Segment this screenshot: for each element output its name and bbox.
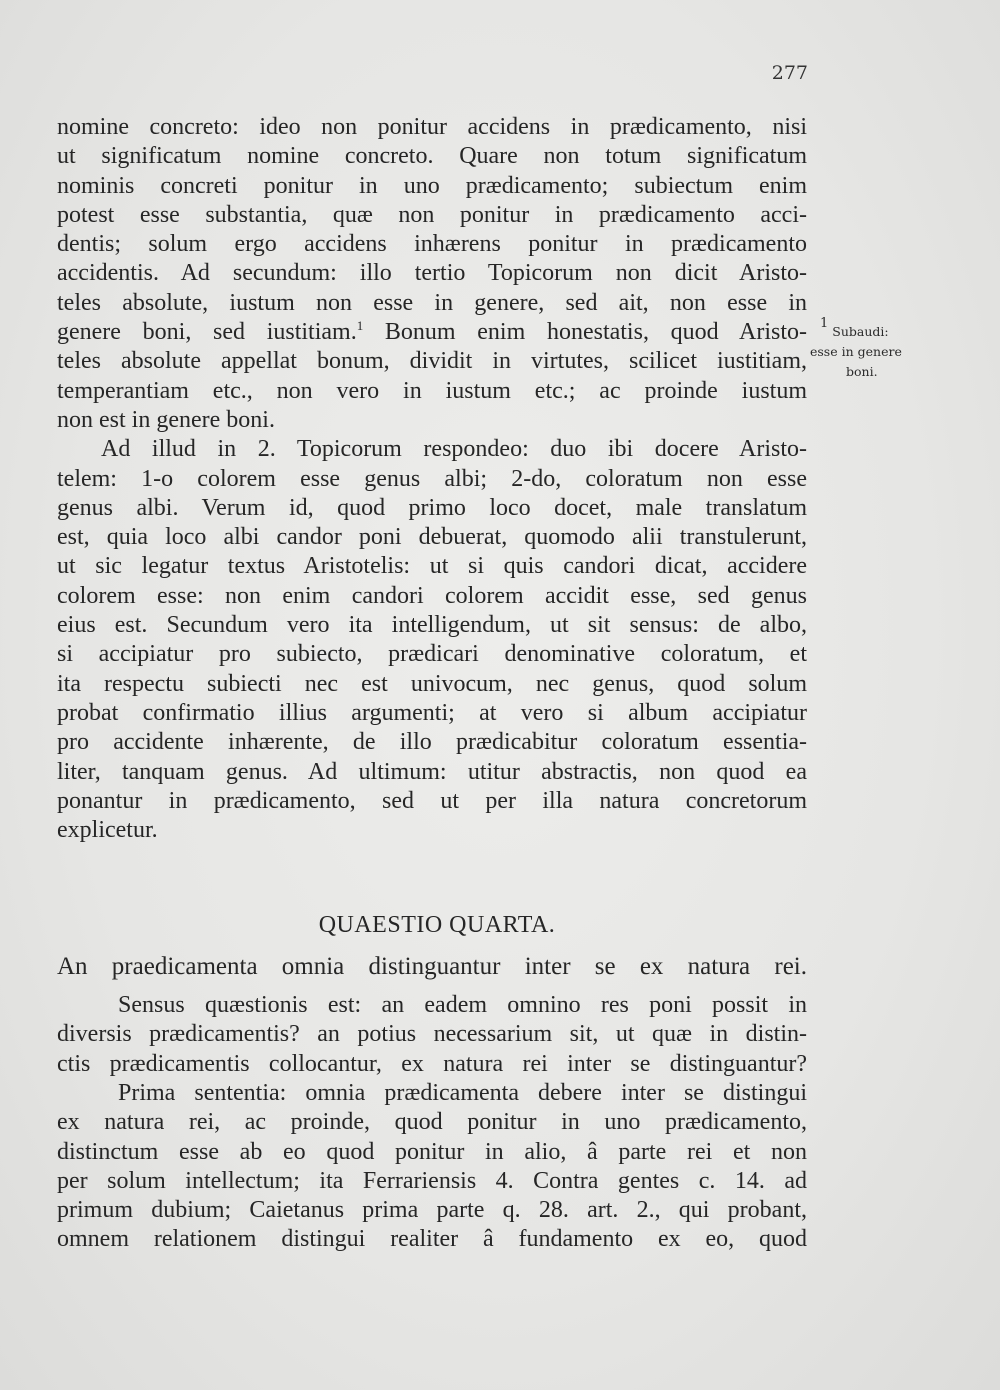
text-line: teles absolute appellat bonum, dividit in virtutes, scilicet iustitiam, xyxy=(57,348,807,375)
text-line: pro accidente inhærente, de illo prædicabitur coloratum essentia- xyxy=(57,729,807,756)
text-line: nomine concreto: ideo non ponitur accidens in prædicamento, nisi xyxy=(57,114,807,140)
text-line: ponantur in prædicamento, sed ut per illa natura concretorum xyxy=(57,787,807,814)
text-line: ut sic legatur textus Aristotelis: ut si quis candori dicat, accidere xyxy=(57,553,807,580)
paragraph-4 xyxy=(57,1079,807,1255)
margin-footnote-line: boni. xyxy=(846,364,878,379)
margin-footnote-text: Subaudi: xyxy=(832,324,889,339)
text-line: eius est. Secundum vero ita intelligendum, ut sit sensus: de albo, xyxy=(57,612,807,639)
text-line: Sensus quæstionis est: an eadem omnino res poni possit in xyxy=(118,992,807,1019)
text-line: per solum intellectum; ita Ferrariensis 4. Contra gentes c. 14. ad xyxy=(57,1167,807,1194)
text-segment: Bonum enim honestatis, quod Aristo- xyxy=(363,319,807,346)
text-line: ex natura rei, ac proinde, quod ponitur in uno prædicamento, xyxy=(57,1109,807,1136)
text-line: Ad illud in 2. Topicorum respondeo: duo ibi docere Aristo- xyxy=(101,436,807,463)
paragraph-2 xyxy=(57,435,807,845)
margin-footnote xyxy=(810,316,922,382)
text-line: ita respectu subiecti nec est univocum, nec genus, quod solum xyxy=(57,670,807,697)
text-line: Prima sententia: omnia prædicamenta debere inter se distingui xyxy=(118,1079,807,1106)
margin-footnote-mark: 1 xyxy=(820,316,829,331)
section-heading: QUAESTIO QUARTA. xyxy=(318,912,556,939)
text-line: dentis; solum ergo accidens inhærens ponitur in prædicamento xyxy=(57,231,807,258)
text-line: colorem esse: non enim candori colorem accidit esse, sed genus xyxy=(57,582,807,609)
text-line: non est in genere boni. xyxy=(57,406,275,433)
footnote-reference: 1 xyxy=(356,318,364,334)
text-line: probat confirmatio illius argumenti; at vero si album accipiatur xyxy=(57,699,807,726)
text-line: teles absolute, iustum non esse in genere, sed ait, non esse in xyxy=(57,289,807,316)
section-subheading: An praedicamenta omnia distinguantur inter se ex natura rei. xyxy=(57,952,807,980)
text-line: potest esse substantia, quæ non ponitur in prædicamento acci- xyxy=(57,201,807,228)
text-segment: genere boni, sed iustitiam. xyxy=(57,319,357,346)
paragraph-3 xyxy=(57,991,807,1079)
text-line: si accipiatur pro subiecto, prædicari denominative coloratum, et xyxy=(57,641,807,668)
text-line: explicetur. xyxy=(57,817,158,844)
text-line-with-footnote xyxy=(57,318,807,347)
text-line: ut significatum nomine concreto. Quare non totum significatum xyxy=(57,143,807,170)
text-line: telem: 1-o colorem esse genus albi; 2-do, coloratum non esse xyxy=(57,465,807,492)
text-line: nominis concreti ponitur in uno prædicamento; subiectum enim xyxy=(57,172,807,199)
text-line: accidentis. Ad secundum: illo tertio Topicorum non dicit Aristo- xyxy=(57,260,807,287)
main-text-block xyxy=(57,113,807,1255)
paragraph-1 xyxy=(57,113,807,435)
text-line: omnem relationem distingui realiter â fundamento ex eo, quod xyxy=(57,1226,807,1253)
section-spacer xyxy=(57,845,807,911)
text-line: primum dubium; Caietanus prima parte q. 28. art. 2., qui probant, xyxy=(57,1197,807,1224)
text-line: genus albi. Verum id, quod primo loco docet, male translatum xyxy=(57,494,807,521)
text-line: ctis prædicamentis collocantur, ex natura rei inter se distinguantur? xyxy=(57,1050,807,1077)
text-line: temperantiam etc., non vero in iustum etc.; ac proinde iustum xyxy=(57,377,807,404)
margin-footnote-line: esse in genere xyxy=(810,344,902,359)
page-number: 277 xyxy=(771,62,808,84)
margin-footnote-line xyxy=(810,316,922,342)
text-line: liter, tanquam genus. Ad ultimum: utitur abstractis, non quod ea xyxy=(57,758,807,785)
text-line: diversis prædicamentis? an potius necessarium sit, ut quæ in distin- xyxy=(57,1021,807,1048)
text-line: est, quia loco albi candor poni debuerat, quomodo alii transtulerunt, xyxy=(57,524,807,551)
text-line: distinctum esse ab eo quod ponitur in alio, â parte rei et non xyxy=(57,1138,807,1165)
